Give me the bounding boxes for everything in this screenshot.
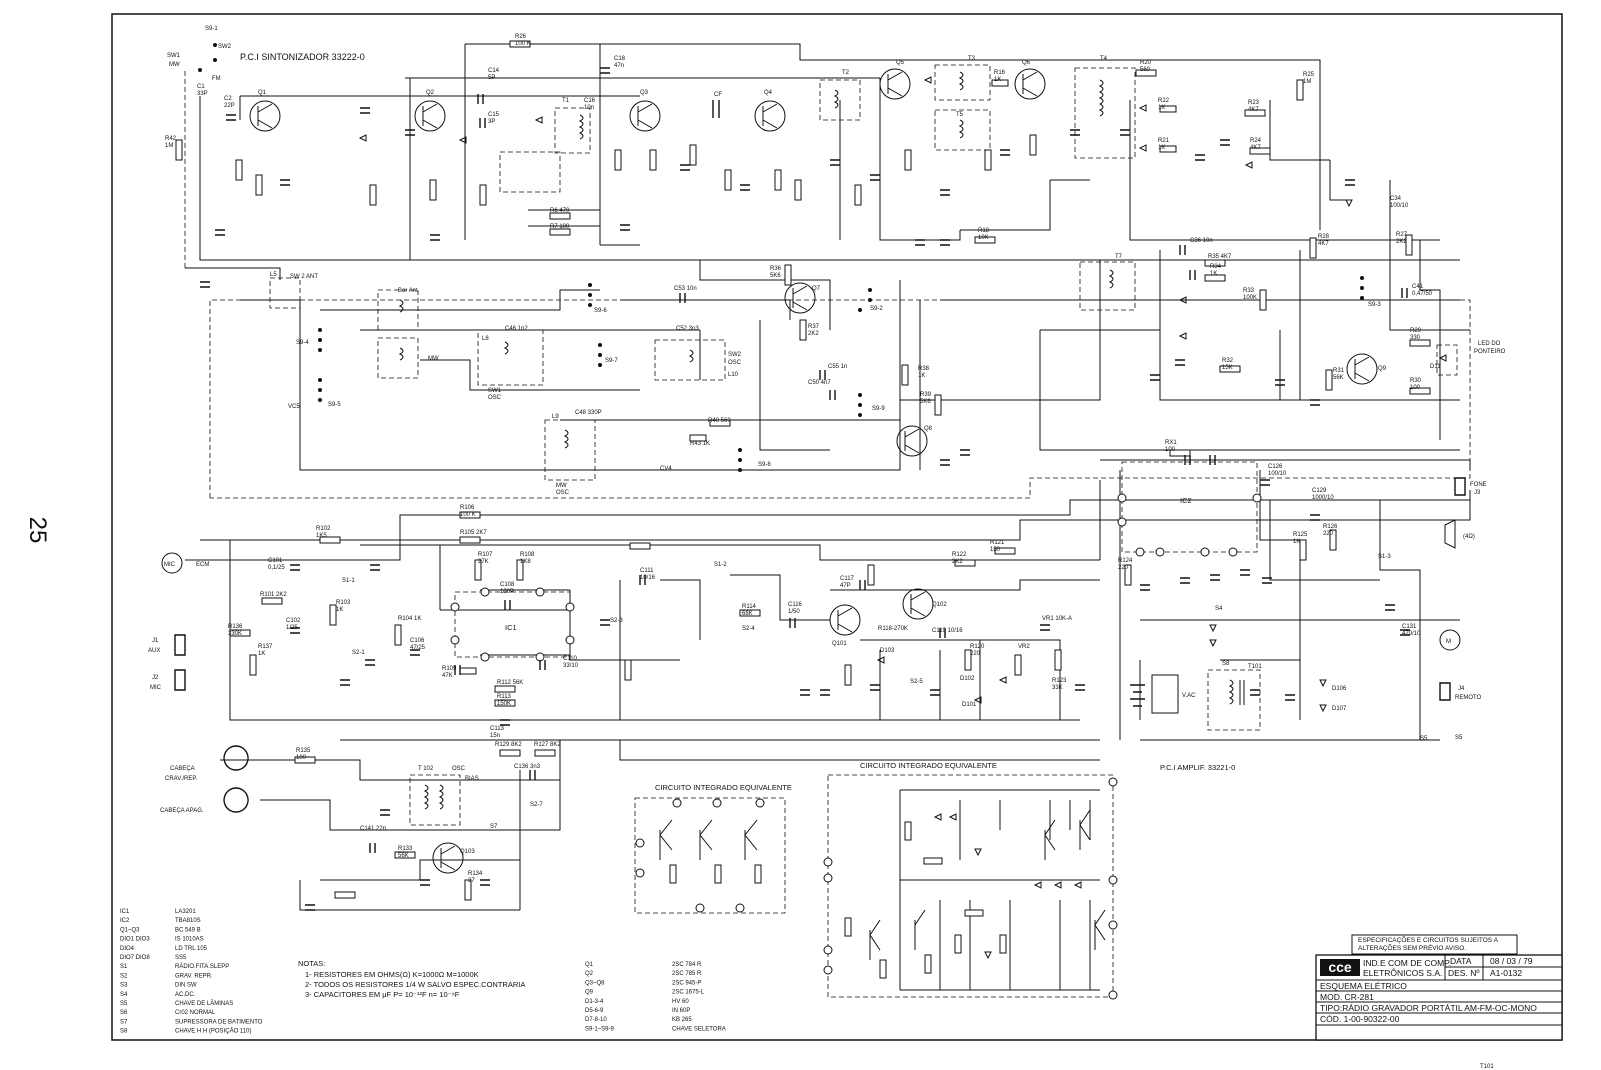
component-label: T5 [956, 112, 964, 118]
code: CÓD. 1-00-90322-00 [1320, 1014, 1400, 1024]
component-label: R105 2K7 [460, 530, 487, 536]
component-label: Q103 [460, 849, 475, 855]
parts-list [120, 909, 263, 1035]
sw2-osc-label: SW2 [728, 352, 742, 358]
component-label: C1 33P [197, 84, 208, 97]
component-label: C102 1/25 [286, 618, 301, 631]
sw2-osc-sub: OSC [728, 360, 742, 366]
parts-list-value: BC 549 B [175, 927, 201, 934]
parts-list-ref: S4 [120, 991, 128, 998]
component-label: R118-270K [878, 626, 908, 632]
component-label: R137 1K [258, 644, 273, 657]
bor-ant-label: Bor Ant [398, 288, 418, 294]
component-label: C113 15n [490, 726, 504, 739]
component-label: L9 [552, 414, 559, 420]
mic-jack-label: MIC [150, 685, 161, 691]
parts-list-value: Cr02 NORMAL [175, 1010, 216, 1017]
component-label: C15 3P [488, 112, 500, 125]
misc-labels [167, 44, 742, 496]
component-label: R43 1K [690, 441, 711, 447]
component-label: D103 [880, 648, 895, 654]
component-label: S2-7 [530, 802, 543, 808]
component-label: R31 56K [1333, 368, 1345, 381]
component-label: S1-1 [342, 578, 355, 584]
component-label: C46 1n2 [505, 326, 528, 332]
component-label: R34 1K [1210, 264, 1222, 277]
component-label: Q5 [896, 60, 905, 66]
component-label: R39 5K6 [920, 392, 932, 405]
component-label: C131 470/10 [1402, 624, 1421, 637]
vac-label: V.AC [1182, 693, 1196, 699]
component-label: C108 100P [500, 582, 515, 595]
parts-list-ref: IC1 [120, 909, 130, 915]
component-label: R38 1K [918, 366, 930, 379]
component-label: T101 [1480, 1064, 1494, 1070]
parts-list-ref: S2 [120, 973, 128, 980]
parts-list-ref: Q1~Q3 [120, 927, 140, 934]
ic2-label: IC2 [1180, 496, 1192, 505]
parts-list-value: TBA810S [175, 918, 201, 925]
component-label: C18 47n [614, 56, 626, 69]
component-label: T2 [842, 70, 850, 76]
component-label: R20 560 [1140, 60, 1152, 73]
tuner-board-title: P.C.I SINTONIZADOR 33222-0 [240, 52, 365, 62]
component-label: R7 100 [550, 224, 570, 230]
component-label: R40 560 [708, 418, 731, 424]
component-label: S9-2 [870, 306, 883, 312]
disclaimer-line-1: ESPECIFICAÇÕES E CIRCUITOS SUJEITOS A [1358, 937, 1498, 944]
component-label: Q1 [258, 90, 267, 96]
ic-equiv-small [635, 783, 792, 913]
tuner-diodes [360, 77, 1446, 361]
sw1-label: SW1 [167, 53, 181, 59]
remoto-label: REMOTO [1455, 695, 1482, 701]
component-label: L8 [482, 336, 489, 342]
component-label: L10 [728, 372, 739, 378]
tuner-resistors [176, 41, 1430, 441]
component-label: D101 [962, 702, 977, 708]
parts-list-value: LD TRL 105 [175, 945, 208, 952]
component-label: Q6 [1022, 60, 1031, 66]
component-label: C126 100/10 [1268, 464, 1287, 477]
component-label: Q9 [1378, 366, 1387, 372]
component-label: T4 [1100, 56, 1108, 62]
component-label: R36 5K6 [770, 266, 782, 279]
component-label: S9-3 [1368, 302, 1381, 308]
component-label: R133 56K [398, 846, 413, 859]
component-label: R104 1K [398, 616, 422, 622]
component-label: R112 56K [497, 680, 524, 686]
component-label: S1-2 [714, 562, 727, 568]
component-label: R33 100K [1243, 288, 1258, 301]
component-label: R103 1K [336, 600, 351, 613]
component-label: T3 [968, 56, 976, 62]
component-label: R109 47K [442, 666, 457, 679]
component-label: R28 4K7 [1318, 234, 1330, 247]
note-2: 2- TODOS OS RESISTORES 1/4 W SALVO ESPEC.CONTRARIA [305, 980, 526, 989]
company-name-2: ELETRÔNICOS S.A. [1363, 968, 1443, 978]
component-label: R122 2K2 [952, 552, 967, 565]
component-label: D102 [960, 676, 975, 682]
parts-list-ref: DIO4 [120, 945, 135, 952]
ic1-block [451, 588, 574, 661]
component-label: Q3 [640, 90, 649, 96]
transistor-list-ref: D5-6-9 [585, 1008, 604, 1014]
component-label: VR1 10K-A [1042, 616, 1073, 622]
parts-list-ref: S6 [120, 1010, 128, 1017]
parts-list-value: LA3201 [175, 909, 196, 915]
transistor-list-value: KB 265 [672, 1017, 692, 1024]
component-label: Q2 [426, 90, 435, 96]
parts-list-value: RÁDIO.FITA.SLEPP [175, 964, 230, 971]
parts-list-ref: IC2 [120, 918, 130, 925]
osc-label: OSC [452, 766, 466, 772]
transistor-list-value: HV 60 [672, 998, 689, 1005]
note-1: 1- RESISTORES EM OHMS(Ω) K=1000Ω M=1000K [305, 970, 479, 979]
parts-list-value: DIN SW [175, 982, 197, 989]
component-label: R22 1K [1158, 98, 1170, 111]
component-label: R37 2K2 [808, 324, 820, 337]
component-label: R134 27 [468, 871, 483, 884]
component-label: C141 22n [360, 826, 387, 832]
component-label: C106 47/25 [410, 638, 426, 651]
transistor-list-ref: Q9 [585, 989, 594, 996]
component-label: R29 330 [1410, 328, 1422, 341]
component-label: R127 8K2 [534, 742, 561, 748]
aux-label: AUX [148, 648, 161, 654]
component-label: R16 1K [994, 70, 1006, 83]
mic-label: MIC [164, 562, 175, 568]
tuner-wiring [185, 44, 1470, 470]
mw-osc-label: MW [556, 483, 567, 489]
parts-list-value: CHAVE DE LÂMINAS [175, 1001, 234, 1007]
component-label: S2-4 [742, 626, 755, 632]
ecm-label: ECM [196, 562, 210, 568]
title-block [1316, 935, 1562, 1040]
notes [298, 959, 525, 999]
parts-list-ref: S3 [120, 982, 128, 989]
component-label: S2-1 [352, 650, 365, 656]
component-label: R27 2K2 [1396, 232, 1408, 245]
cabeca-apag-label: CABEÇA APAG. [160, 808, 204, 814]
ic1-label: IC1 [505, 623, 517, 632]
component-label: R123 33K [1052, 678, 1067, 691]
j4-label: J4 [1458, 686, 1465, 692]
j1-label: J1 [152, 638, 159, 644]
ic-equiv-large [824, 761, 1117, 999]
component-label: Q7 [812, 286, 821, 292]
sheet-title: ESQUEMA ELÉTRICO [1320, 981, 1407, 991]
component-label: R129 8K2 [495, 742, 522, 748]
ic-equiv-small-title: CIRCUITO INTEGRADO EQUIVALENTE [655, 783, 792, 792]
disclaimer-line-2: ALTERAÇÕES SEM PRÉVIO AVISO. [1358, 945, 1467, 952]
component-label: S9-8 [758, 462, 771, 468]
data-label: DATA [1450, 956, 1472, 966]
parts-list-ref: S5 [120, 1001, 128, 1007]
transistor-list-ref: D7-8-10 [585, 1017, 607, 1024]
tuner-board [185, 52, 1470, 498]
tuner-capacitors [200, 68, 1407, 465]
power-supply [1130, 664, 1262, 730]
component-labels [165, 26, 1494, 1070]
component-label: C129 1000/10 [1312, 488, 1334, 501]
fm-label: FM [212, 76, 221, 82]
parts-list-value: AC.DC. [175, 991, 196, 998]
component-label: CF [714, 92, 722, 98]
notes-heading: NOTAS: [298, 959, 326, 968]
sw1-mw-label: MW [169, 62, 180, 68]
component-label: R114 68K [742, 604, 756, 617]
component-label: C16 10n [584, 98, 596, 111]
motor-label: M [1446, 639, 1451, 645]
component-label: C34 100/10 [1390, 196, 1409, 209]
component-label: R18 10K [978, 228, 990, 241]
component-label: T1 [562, 98, 570, 104]
parts-list-value: IS 1010AS [175, 936, 204, 943]
component-label: R102 1K5 [316, 526, 331, 539]
parts-list-value: GRAV. REPR. [175, 973, 213, 980]
amp-wiring [185, 460, 1470, 910]
component-label: C53 10n [674, 286, 697, 292]
component-label: R121 150 [990, 540, 1005, 553]
t101-label: T101 [1248, 664, 1262, 670]
transistor-list-ref: D1-3-4 [585, 998, 604, 1005]
company-name-1: IND.E COM DE COMP. [1363, 958, 1452, 968]
component-label: R32 15K [1222, 358, 1234, 371]
sw1-osc-sub: OSC [488, 395, 502, 401]
component-label: S1-3 [1378, 554, 1391, 560]
component-label: R126 220 [1323, 524, 1338, 537]
mw-osc-sub: OSC [556, 490, 570, 496]
transistor-list-value: 2SC 784 R [672, 962, 702, 968]
component-label: C52 3n3 [676, 326, 699, 332]
component-label: R125 1K [1293, 532, 1308, 545]
parts-list-value: SS5 [175, 955, 187, 961]
component-label: VC5 [288, 404, 300, 410]
component-label: R23 4K7 [1248, 100, 1260, 113]
component-label: D107 [1332, 706, 1347, 712]
parts-list-value: SUPRESSORA DE BATIMENTO [175, 1019, 263, 1026]
transistor-list-ref: Q3~Q8 [585, 980, 605, 987]
component-label: S9-1 [205, 26, 218, 32]
transistor-list-value: 2SC 945-P [672, 980, 702, 987]
component-label: S5 [1420, 736, 1428, 742]
ic-equiv-large-title: CIRCUITO INTEGRADO EQUIVALENTE [860, 761, 997, 770]
t102-label: T 102 [418, 766, 434, 772]
component-label: R24 4K7 [1250, 138, 1262, 151]
amp-board-title: P.C.I AMPLIF. 33221-0 [1160, 763, 1236, 772]
fone-label: FONE [1470, 482, 1487, 488]
component-label: VR2 [1018, 644, 1030, 650]
speaker-label: (4Ω) [1463, 534, 1475, 540]
component-label: C116 1/50 [788, 602, 802, 615]
component-label: S2-5 [910, 679, 923, 685]
component-label: R108 1K8 [520, 552, 535, 565]
component-label: R113 150K [497, 694, 512, 707]
component-label: C136 3n3 [514, 764, 541, 770]
component-label: R106 100 K [460, 505, 476, 518]
ic2-block [1118, 462, 1261, 556]
model: MOD. CR-281 [1320, 992, 1374, 1002]
component-label: R107 27K [478, 552, 493, 565]
component-label: S9-5 [328, 402, 341, 408]
component-label: Q4 [764, 90, 773, 96]
component-label: R26 100 K [515, 34, 531, 47]
parts-list-ref: S7 [120, 1019, 128, 1026]
data-value: 08 / 03 / 79 [1490, 956, 1533, 966]
parts-list-value: CHAVE H H (POSIÇÃO 110) [175, 1028, 252, 1035]
led-label-2: PONTEIRO [1474, 349, 1506, 355]
des-value: A1-0132 [1490, 968, 1523, 978]
component-label: R25 1M [1303, 72, 1315, 85]
component-label: C2 22P [224, 96, 235, 109]
cabeca-grav-label: CABEÇA [170, 766, 195, 772]
component-label: R6 470 [550, 208, 570, 214]
sw2-ant-label: SW 2 ANT [290, 274, 319, 280]
component-label: R35 4K7 [1208, 254, 1232, 260]
component-label: C101 0,1/25 [268, 558, 285, 571]
transistor-list-value: IN 60P [672, 1008, 691, 1014]
page-number: 25 [24, 516, 51, 544]
led-label: LED DO [1478, 341, 1501, 347]
component-label: R21 1K [1158, 138, 1170, 151]
component-label: L5 [270, 272, 277, 278]
component-label: C41 0,47/50 [1412, 284, 1433, 297]
transistor-list [585, 962, 726, 1032]
component-label: S9-6 [594, 308, 607, 314]
company-logo: cce [1328, 959, 1352, 975]
component-label: S7 [490, 824, 498, 830]
component-label: R101 2K2 [260, 592, 287, 598]
parts-list-ref: DIO7 DIO8 [120, 955, 150, 961]
note-3: 3- CAPACITORES EM μF P= 10⁻¹²F n= 10⁻⁹F [305, 990, 460, 999]
transistor-list-ref: Q1 [585, 962, 594, 968]
component-label: C117 47P [840, 576, 854, 589]
parts-list-ref: S8 [120, 1028, 128, 1035]
component-label: S9-4 [296, 340, 309, 346]
component-label: Q8 [924, 426, 933, 432]
bias-label: BIAS [465, 776, 479, 782]
transistor-list-ref: Q2 [585, 971, 594, 978]
component-label: R30 100 [1410, 378, 1422, 391]
j3-label: J3 [1474, 490, 1481, 496]
component-label: C14 5P [488, 68, 500, 81]
tuner-coils [270, 65, 1135, 480]
component-label: C119 10/16 [932, 628, 963, 634]
parts-list-ref: S1 [120, 964, 128, 971]
component-label: S4 [1215, 606, 1223, 612]
component-label: T7 [1115, 254, 1123, 260]
component-label: D11 [1430, 364, 1441, 370]
component-label: S9-7 [605, 358, 618, 364]
component-label: R136 330K [228, 624, 243, 637]
component-label: C48 330P [575, 410, 602, 416]
component-label: C55 1n [828, 364, 848, 370]
transistor-list-ref: S9-1~S9-9 [585, 1026, 614, 1033]
component-label: Q101 [832, 641, 847, 647]
transistor-list-value: 2SC 1675-L [672, 989, 705, 996]
component-label: R135 100 [296, 748, 311, 761]
component-label: S8 [1222, 661, 1230, 667]
component-label: C111 10/16 [640, 568, 656, 581]
component-label: C110 33/10 [563, 656, 579, 669]
transistor-list-value: 2SC 785 R [672, 971, 702, 978]
s5-label: S5 [1455, 735, 1463, 741]
sw1-osc-label: SW1 [488, 388, 502, 394]
component-label: R120 220 [970, 644, 985, 657]
mw-ant-label: MW [428, 356, 439, 362]
component-label: C36 10n [1190, 238, 1213, 244]
tuner-switches [198, 43, 1364, 472]
component-label: RX1 100 [1165, 440, 1177, 453]
component-label: S2-3 [610, 618, 623, 624]
component-label: S9-9 [872, 406, 885, 412]
component-label: D106 [1332, 686, 1347, 692]
component-label: Q102 [932, 602, 947, 608]
j2-label: J2 [152, 675, 159, 681]
component-label: R42 1M [165, 136, 177, 149]
des-label: DES. Nº [1448, 968, 1480, 978]
component-label: C50 4n7 [808, 380, 831, 386]
transistor-list-value: CHAVE SELETORA [672, 1026, 726, 1033]
type: TIPO:RÁDIO GRAVADOR PORTÁTIL AM-FM-OC-MONO [1320, 1003, 1537, 1013]
parts-list-ref: DIO1 DIO3 [120, 936, 150, 943]
component-label: R124 220 [1118, 558, 1133, 571]
component-label: CV4 [660, 466, 672, 472]
sw2-label: SW2 [218, 44, 232, 50]
t102-block [410, 766, 479, 825]
cabeca-grav-sub: CRAV./REP. [165, 776, 198, 782]
